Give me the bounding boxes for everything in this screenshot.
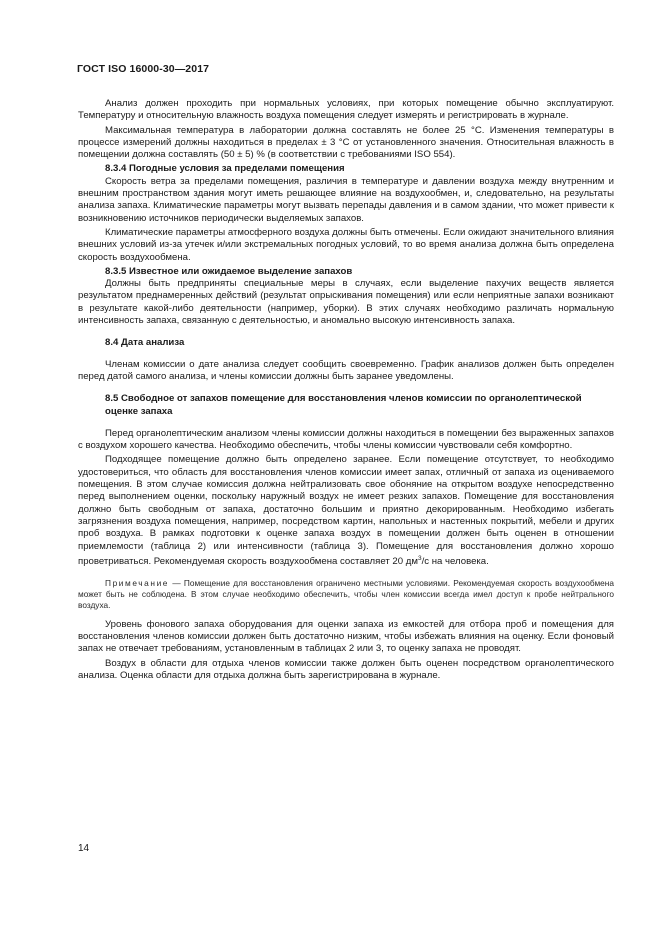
recovery-room-text: Подходящее помещение должно быть определено заранее. Если помещение отсутствует, то необходимо удостовериться, что область для восстановления членов комиссии имеет запах, отличный от запаха из оцениваемого помещения. В этом случае комиссия должна нейтрализовать свое обоняние на открытом воздухе непосредственно перед выполнением оценки, поскольку наружный воздух не имеет резких запахов. Помещение для восстановления должно быть свободным от запаха, достаточно большим и приятно декорированным. Необходимо избегать загрязнения воздуха помещения, например, посредством картин, напольных и настенных покрытий, мебели и других проб воздуха. В рамках подготовки к оценке запаха воздух в помещении должен быть оценен в отношении приемлемости (таблица 2) или интенсивности (таблица 3). Помещение для восстановления должно хорошо проветриваться. Рекомендуемая скорость воздухообмена составляет 20 дм [78,454,614,567]
section-heading-8-3-4: 8.3.4 Погодные условия за пределами помещения [105,163,345,175]
paragraph-special-measures: Должны быть предприняты специальные меры в случаях, если выделение пахучих веществ является результатом преднамеренных действий (результат опрыскивания помещения) или если неприятные запахи возникают в результате какой-либо деятельности (например, уборки). В этих случаях необходимо различать нормальную интенсивность запаха, связанную с деятельностью, и аномально высокую интенсивность запаха. [78,278,614,327]
paragraph-climate: Климатические параметры атмосферного воздуха должны быть отмечены. Если ожидают значительного влияния внешних условий из-за утечек и/или экстремальных погодных условий, то во время анализа должна быть определена скорость воздухообмена. [78,226,614,263]
document-header: ГОСТ ISO 16000-30—2017 [77,63,210,75]
paragraph-before-analysis: Перед органолептическим анализом члены комиссии должны находиться в помещении без выраженных запахов с воздухом хорошего качества. Необходимо обеспечить, чтобы члены комиссии чувствовали себя комфортно. [78,427,614,452]
note-label: Примечание [105,578,170,589]
paragraph-wind: Скорость ветра за пределами помещения, различия в температуре и давлении воздуха между внутренним и внешним пространством здания могут иметь решающее влияние на воздухообмен, и, следовательно, на результаты анализа запаха. Климатические параметры могут вызвать перепады давления и в самом здании, что может привести к возникновению источников периодически выделяемых запахов. [78,175,614,224]
page-body [78,98,614,684]
page-number: 14 [78,843,90,854]
paragraph-temperature: Максимальная температура в лаборатории должна составлять не более 25 °С. Изменения температуры в процессе измерений должны находиться в пределах ± 3 °С от установленного значения. Относительная влажность в помещении должна составлять (50 ± 5) % (в соответствии с требованиями ISO 554). [78,124,614,161]
paragraph-recovery-room [78,454,614,568]
recovery-room-end: /с на человека. [421,555,489,567]
section-heading-8-4: 8.4 Дата анализа [105,337,185,349]
paragraph-date: Членам комиссии о дате анализа следует сообщить своевременно. График анализов должен быть определен перед датой самого анализа, и члены комиссии должны быть заранее уведомлены. [78,358,614,382]
note-block [78,578,614,610]
note-text: — Помещение для восстановления ограничено местными условиями. Рекомендуемая скорость воздухообмена может быть не соблюдена. В этом случае необходимо обеспечить, чтобы член комиссии всегда имел доступ к пробе нейтрального воздуха. [78,578,614,610]
cubic-superscript: 3 [417,554,422,562]
section-heading-8-3-5: 8.3.5 Известное или ожидаемое выделение запахов [105,265,353,277]
section-heading-8-5: 8.5 Свободное от запахов помещение для восстановления членов комиссии по органолептической оценке запаха [105,393,582,417]
paragraph-rest-area: Воздух в области для отдыха членов комиссии также должен быть оценен посредством органолептического анализа. Оценка области для отдыха должна быть зарегистрирована в журнале. [78,657,614,681]
paragraph-conditions: Анализ должен проходить при нормальных условиях, при которых помещение обычно эксплуатируют. Температуру и относительную влажность воздуха помещения следует измерять и регистрировать в журнале. [78,98,614,122]
paragraph-background-odor: Уровень фонового запаха оборудования для оценки запаха из емкостей для отбора проб и помещения для восстановления членов комиссии должен быть достаточно низким, чтобы избежать влияния на оценку. Если фоновый запах не отвечает требованиям, установленным в таблицах 2 или 3, то оценку запаха не проводят. [78,618,614,655]
